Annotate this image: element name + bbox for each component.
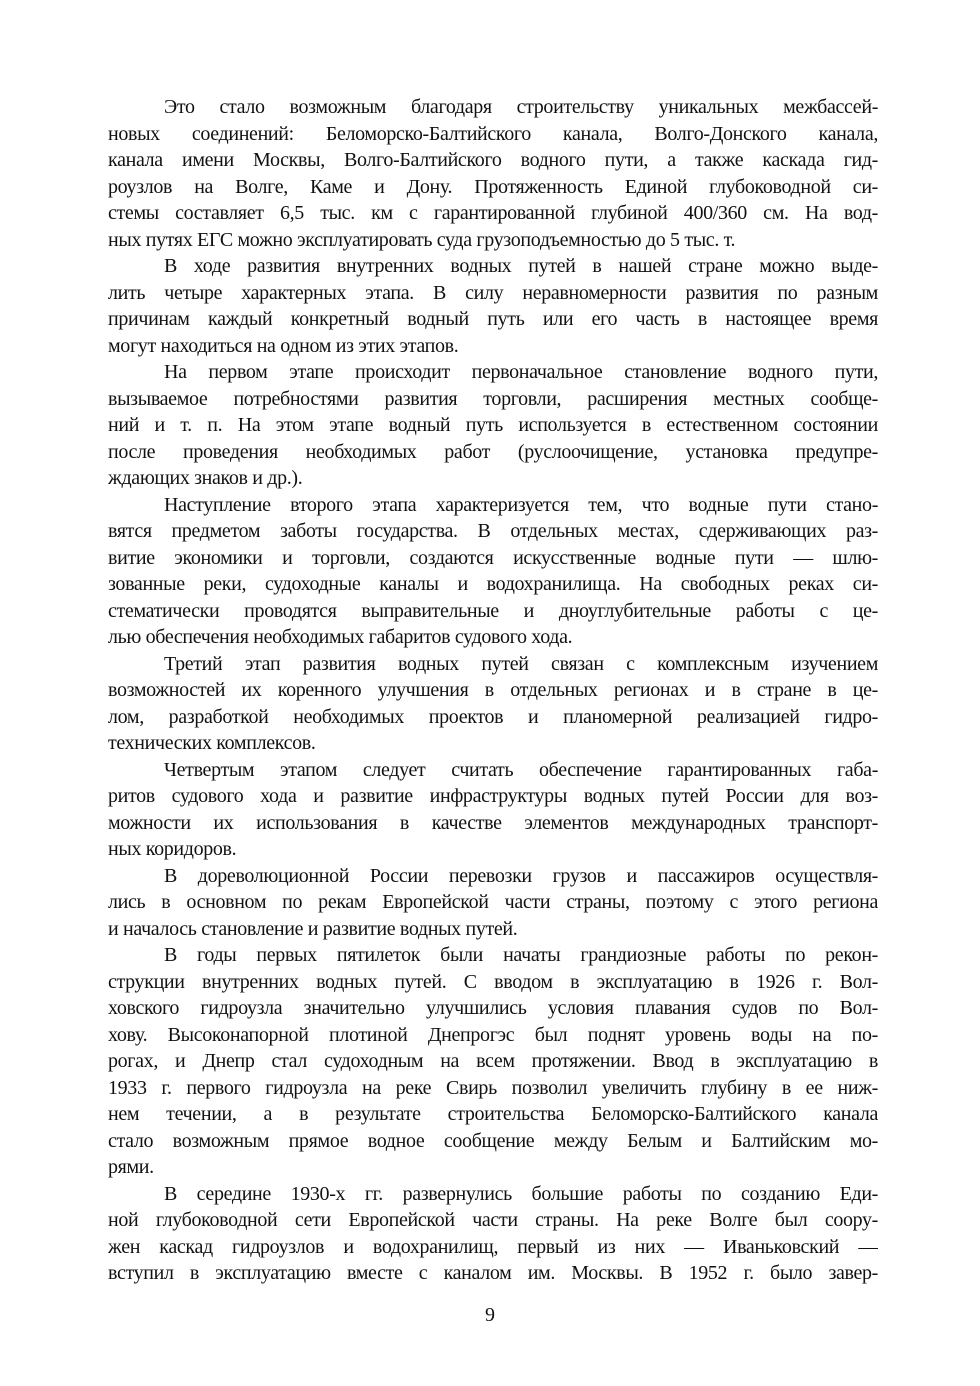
text-line: и началось становление и развитие водных путей. [108, 917, 518, 940]
text-line: витие экономики и торговли, создаются искусственные водные пути — шлю- [108, 546, 878, 569]
text-line: хову. Высоконапорной плотиной Днепрогэс был поднят уровень воды на по- [108, 1023, 878, 1046]
text-line: канала имени Москвы, Волго-Балтийского водного пути, а также каскада гид- [108, 149, 878, 171]
text-line: В годы первых пятилеток были начаты грандиозные работы по рекон- [164, 944, 878, 966]
text-line: причинам каждый конкретный водный путь или его часть в настоящее время [108, 308, 878, 330]
text-line: возможностей их коренного улучшения в отдельных регионах и в стране в це- [108, 679, 878, 701]
text-line: В ходе развития внутренних водных путей в нашей стране можно выде- [164, 255, 878, 277]
text-line: 1933 г. первого гидроузла на реке Свирь позволил увеличить глубину в ее ниж- [108, 1076, 878, 1099]
text-line: В середине 1930-х гг. развернулись большие работы по созданию Еди- [164, 1182, 878, 1205]
body-text [108, 94, 878, 1287]
text-line: новых соединений: Беломорско-Балтийского канала, Волго-Донского канала, [108, 122, 878, 145]
text-line: лью обеспечения необходимых габаритов судового хода. [108, 626, 573, 648]
text-line: можности их использования в качестве элементов международных транспорт- [108, 811, 878, 834]
text-line: ждающих знаков и др.). [108, 467, 303, 489]
text-line: ных путях ЕГС можно эксплуатировать суда грузоподъемностью до 5 тыс. т. [108, 228, 736, 251]
text-line: после проведения необходимых работ (руслоочищение, установка предупре- [108, 440, 878, 463]
text-line: струкции внутренних водных путей. С вводом в эксплуатацию в 1926 г. Вол- [108, 970, 878, 993]
text-line: ховского гидроузла значительно улучшились условия плавания судов по Вол- [108, 997, 878, 1019]
text-line: жен каскад гидроузлов и водохранилищ, первый из них — Иваньковский — [108, 1235, 878, 1258]
page-number: 9 [485, 1304, 495, 1326]
text-line: вятся предметом заботы государства. В отдельных местах, сдерживающих раз- [108, 520, 878, 542]
text-line: Это стало возможным благодаря строительству уникальных межбассей- [164, 96, 878, 118]
text-line: Третий этап развития водных путей связан с комплексным изучением [164, 652, 878, 675]
text-line: рогах, и Днепр стал судоходным на всем протяжении. Ввод в эксплуатацию в [108, 1050, 878, 1072]
paragraph [108, 1181, 878, 1287]
text-line: ний и т. п. На этом этапе водный путь используется в естественном состоянии [108, 414, 878, 436]
paragraph [108, 359, 878, 492]
text-line: В дореволюционной России перевозки грузов и пассажиров осуществля- [164, 864, 878, 887]
paragraph [108, 942, 878, 1181]
text-line: могут находиться на одном из этих этапов. [108, 334, 459, 357]
text-line: ной глубоководной сети Европейской части страны. На реке Волге был соору- [108, 1209, 878, 1231]
text-line: роузлов на Волге, Каме и Дону. Протяженность Единой глубоководной си- [108, 175, 878, 198]
text-line: стемы составляет 6,5 тыс. км с гарантированной глубиной 400/360 см. На вод- [108, 202, 878, 224]
paragraph [108, 863, 878, 943]
text-line: стало возможным прямое водное сообщение между Белым и Балтийским мо- [108, 1129, 878, 1152]
text-line: стематически проводятся выправительные и дноуглубительные работы с це- [108, 599, 878, 622]
paragraph [108, 492, 878, 651]
text-line: вступил в эксплуатацию вместе с каналом им. Москвы. В 1952 г. было завер- [108, 1262, 878, 1284]
text-line: лись в основном по рекам Европейской части страны, поэтому с этого региона [108, 891, 878, 913]
paragraph [108, 253, 878, 359]
text-line: нем течении, а в результате строительства Беломорско-Балтийского канала [108, 1103, 878, 1125]
text-line: зованные реки, судоходные каналы и водохранилища. На свободных реках си- [108, 573, 878, 595]
text-line: Наступление второго этапа характеризуется тем, что водные пути стано- [164, 493, 878, 516]
text-line: вызываемое потребностями развития торговли, расширения местных сообще- [108, 387, 878, 410]
text-line: Четвертым этапом следует считать обеспечение гарантированных габа- [164, 758, 878, 781]
text-line: ных коридоров. [108, 838, 237, 860]
text-line: ритов судового хода и развитие инфраструктуры водных путей России для воз- [108, 785, 878, 807]
paragraph [108, 94, 878, 253]
text-line: лом, разработкой необходимых проектов и планомерной реализацией гидро- [108, 705, 878, 728]
text-line: технических комплексов. [108, 732, 316, 754]
paragraph [108, 651, 878, 757]
text-line: рями. [108, 1156, 154, 1178]
paragraph [108, 757, 878, 863]
text-line: лить четыре характерных этапа. В силу неравномерности развития по разным [108, 281, 878, 304]
text-line: На первом этапе происходит первоначальное становление водного пути, [164, 361, 878, 383]
